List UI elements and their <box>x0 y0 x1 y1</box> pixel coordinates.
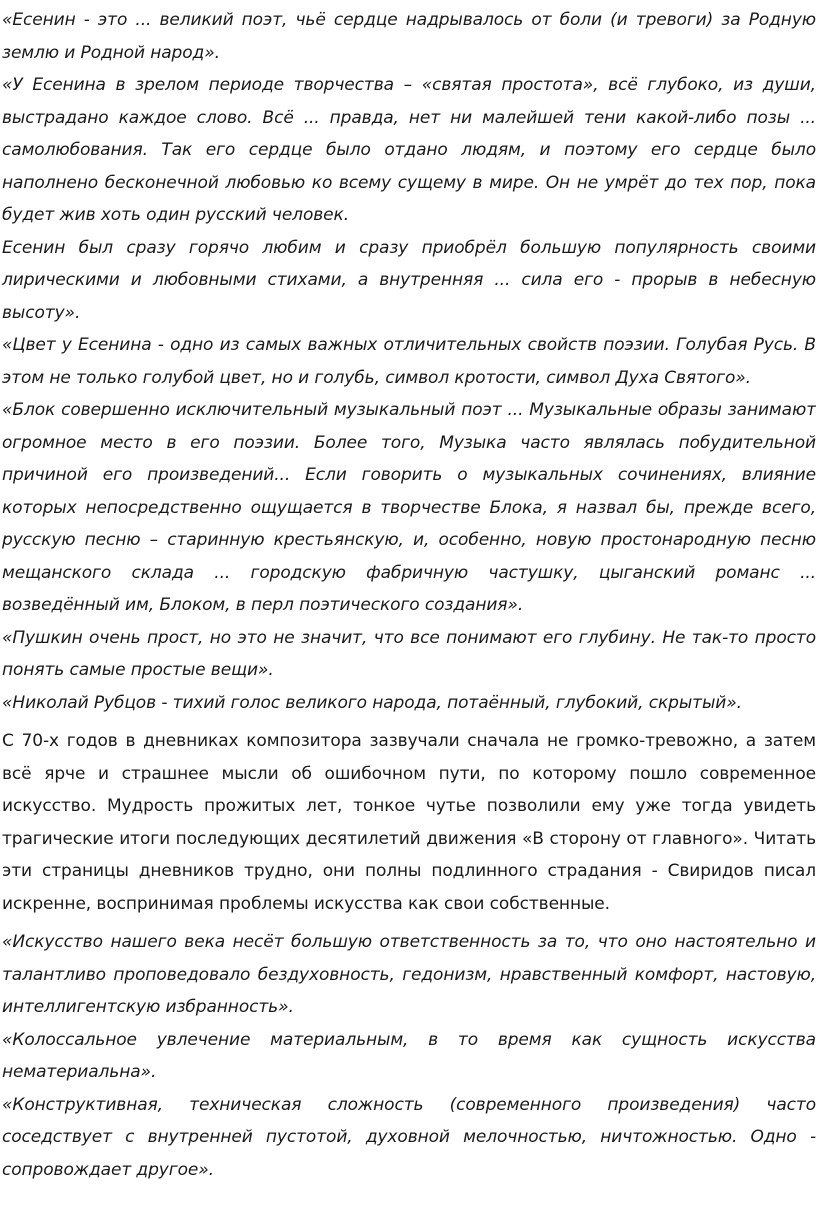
body-paragraph-sviridov-diaries: С 70-х годов в дневниках композитора зазвучали сначала не громко-тревожно, а затем всё ярче и страшнее мысли об ошибочном пути, по которому пошло современное искусство. Мудрость прожитых лет, тонкое чутье позволили ему уже тогда увидеть трагические итоги последующих десятилетий движения «В сторону от главного». Читать эти страницы дневников трудно, они полны подлинного страдания - Свиридов писал искренне, воспринимая проблемы искусства как свои собственные. <box>2 731 816 914</box>
quote-paragraph-technical-complexity: «Конструктивная, техническая сложность (современного произведения) часто соседствует с внутренней пустотой, духовной мелочностью, ничтожностью. Одно - сопровождает другое». <box>2 1094 816 1180</box>
quote-paragraph-material-passion: «Колоссальное увлечение материальным, в то время как сущность искусства нематериальна». <box>2 1029 816 1082</box>
quote-paragraph-pushkin: «Пушкин очень прост, но это не значит, что все понимают его глубину. Не так-то просто понять самые простые вещи». <box>2 627 816 680</box>
quote-paragraph-rubtsov: «Николай Рубцов - тихий голос великого народа, потаённый, глубокий, скрытый». <box>2 692 742 713</box>
quote-paragraph-esenin-popularity: Есенин был сразу горячо любим и сразу приобрёл большую популярность своими лирическими и любовными стихами, а внутренняя ... сила его - прорыв в небесную высоту». <box>2 237 816 323</box>
quote-paragraph-esenin-great-poet: «Есенин - это ... великий поэт, чьё сердце надрывалось от боли (и тревоги) за Родную землю и Родной народ». <box>2 10 816 63</box>
quote-paragraph-blok-music: «Блок совершенно исключительный музыкальный поэт ... Музыкальные образы занимают огромное место в его поэзии. Более того, Музыка часто являлась побудительной причиной его произведений... Если говорить о музыкальных сочинениях, влияние которых непосредственно ощущается в творчестве Блока, я назвал бы, прежде всего, русскую песню – старинную крестьянскую, и, особенно, новую простонародную песню мещанского склада ... городскую фабричную частушку, цыганский романс ... возведённый им, Блоком, в перл поэтического создания». <box>2 400 816 615</box>
quote-paragraph-esenin-color: «Цвет у Есенина - одно из самых важных отличительных свойств поэзии. Голубая Русь. В этом не только голубой цвет, но и голубь, символ кротости, символ Духа Святого». <box>2 335 816 388</box>
quote-paragraph-art-responsibility: «Искусство нашего века несёт большую ответственность за то, что оно настоятельно и талантливо проповедовало бездуховность, гедонизм, нравственный комфорт, настовую, интеллигентскую избранность». <box>2 932 816 1017</box>
quote-paragraph-esenin-mature-period: «У Есенина в зрелом периоде творчества – «святая простота», всё глубоко, из души, выстрадано каждое слово. Всё ... правда, нет ни малейшей тени какой-либо позы ... самолюбования. Так его сердце было отдано людям, и поэтому его сердце было наполнено бесконечной любовью ко всему сущему в мире. Он не умрёт до тех пор, пока будет жив хоть один русский человек. <box>2 75 816 225</box>
